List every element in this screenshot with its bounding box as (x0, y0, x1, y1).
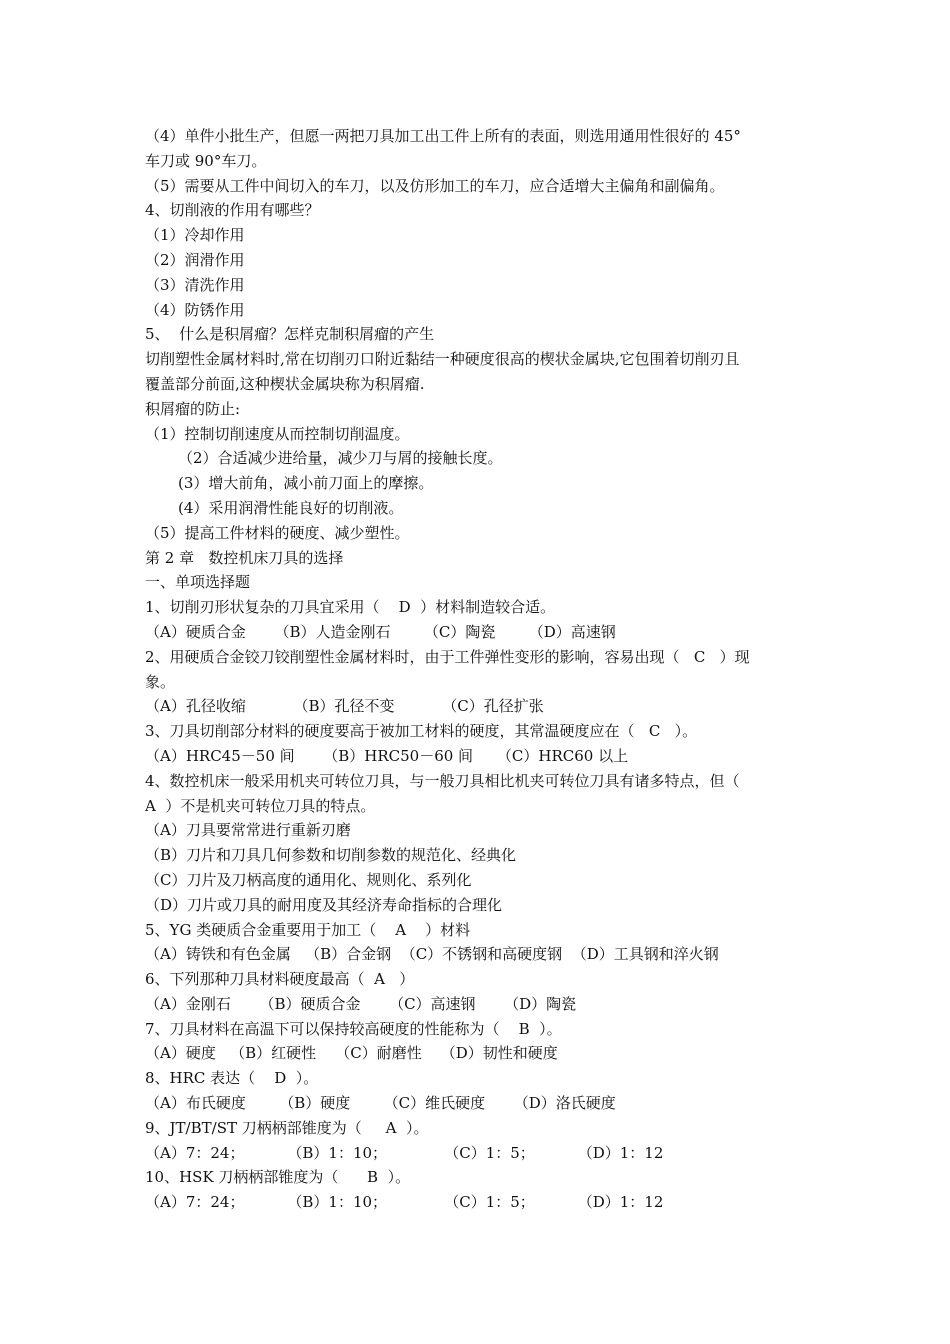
options-line: （A）金刚石 （B）硬质合金 （C）高速钢 （D）陶瓷 (145, 994, 577, 1013)
text-line: （4）单件小批生产，但愿一两把刀具加工出工件上所有的表面，则选用通用性很好的 45° (145, 127, 741, 145)
document-body (145, 124, 810, 1215)
question-line: 8、HRC 表达（ D ）。 (145, 1069, 319, 1088)
question-line: 5、YG 类硬质合金重要用于加工（ A ）材料 (145, 920, 471, 939)
text-line: （5）需要从工件中间切入的车刀，以及仿形加工的车刀，应合适增大主偏角和副偏角。 (145, 176, 725, 195)
options-line: （C）刀片及刀柄高度的通用化、规则化、系列化 (145, 870, 472, 889)
question-line: 4、数控机床一般采用机夹可转位刀具，与一般刀具相比机夹可转位刀具有诸多特点，但（ (145, 771, 740, 790)
text-line: （1）冷却作用 (145, 226, 245, 245)
question-5-heading: 5、 什么是积屑瘤？怎样克制积屑瘤的产生 (145, 325, 435, 344)
text-line: （4）防锈作用 (145, 300, 245, 319)
question-line: 7、刀具材料在高温下可以保持较高硬度的性能称为（ B ）。 (145, 1019, 562, 1038)
section-heading: 一、单项选择题 (145, 573, 251, 592)
question-line: 1、切削刃形状复杂的刀具宜采用（ D ）材料制造较合适。 (145, 598, 556, 617)
options-line: （A）铸铁和有色金属 （B）合金钢 （C）不锈钢和高硬度钢 （D）工具钢和淬火钢 (145, 945, 719, 964)
options-line: （A）7：24； （B）1：10； （C）1：5； （D）1：12 (145, 1193, 664, 1212)
text-line: （1）控制切削速度从而控制切削温度。 (145, 424, 410, 443)
options-line: （A）硬质合金 （B）人造金刚石 （C）陶瓷 （D）高速钢 (145, 622, 616, 641)
question-line: 3、刀具切削部分材料的硬度要高于被加工材料的硬度，其常温硬度应在（ C ）。 (145, 722, 698, 741)
question-line: 10、HSK 刀柄柄部锥度为（ B ）。 (145, 1168, 411, 1187)
options-line: （A）布氏硬度 （B）硬度 （C）维氏硬度 （D）洛氏硬度 (145, 1094, 616, 1113)
question-line: 6、下列那种刀具材料硬度最高（ A ） (145, 970, 415, 989)
text-line: (4）采用润滑性能良好的切削液。 (178, 498, 404, 517)
text-line: 车刀或 90°车刀。 (145, 151, 267, 170)
chapter-heading: 第 2 章 数控机床刀具的选择 (145, 548, 344, 567)
text-line: （2）润滑作用 (145, 250, 245, 269)
options-line: （A）HRC45－50 间 （B）HRC50－60 间 （C）HRC60 以上 (145, 746, 629, 765)
options-line: （A）7：24； （B）1：10； （C）1：5； （D）1：12 (145, 1143, 664, 1162)
options-line: （D）刀片或刀具的耐用度及其经济寿命指标的合理化 (145, 895, 503, 914)
options-line: （A）硬度 （B）红硬性 （C）耐磨性 （D）韧性和硬度 (145, 1044, 558, 1063)
text-line: （5）提高工件材料的硬度、减少塑性。 (145, 523, 410, 542)
options-line: （B）刀片和刀具几何参数和切削参数的规范化、经典化 (145, 846, 517, 865)
question-line: 9、JT/BT/ST 刀柄柄部锥度为（ A ）。 (145, 1118, 429, 1137)
question-4-heading: 4、切削液的作用有哪些？ (145, 201, 320, 220)
text-line: (3）增大前角，减小前刀面上的摩擦。 (178, 474, 434, 493)
text-line: （3）清洗作用 (145, 275, 245, 294)
options-line: （A）孔径收缩 （B）孔径不变 （C）孔径扩张 (145, 697, 544, 716)
text-line: 切削塑性金属材料时,常在切削刃口附近黏结一种硬度很高的楔状金属块,它包围着切削刃且 (145, 350, 740, 369)
question-line: 象。 (145, 672, 176, 691)
options-line: （A）刀具要常常进行重新刃磨 (145, 821, 351, 840)
text-line: 覆盖部分前面,这种楔状金属块称为积屑瘤. (145, 374, 425, 393)
question-line: 2、用硬质合金铰刀铰削塑性金属材料时，由于工件弹性变形的影响，容易出现（ C ）现 (145, 647, 750, 666)
question-line: A ）不是机夹可转位刀具的特点。 (145, 796, 376, 815)
text-line: （2）合适减少进给量，减少刀与屑的接触长度。 (178, 449, 503, 468)
text-line: 积屑瘤的防止: (145, 399, 241, 418)
